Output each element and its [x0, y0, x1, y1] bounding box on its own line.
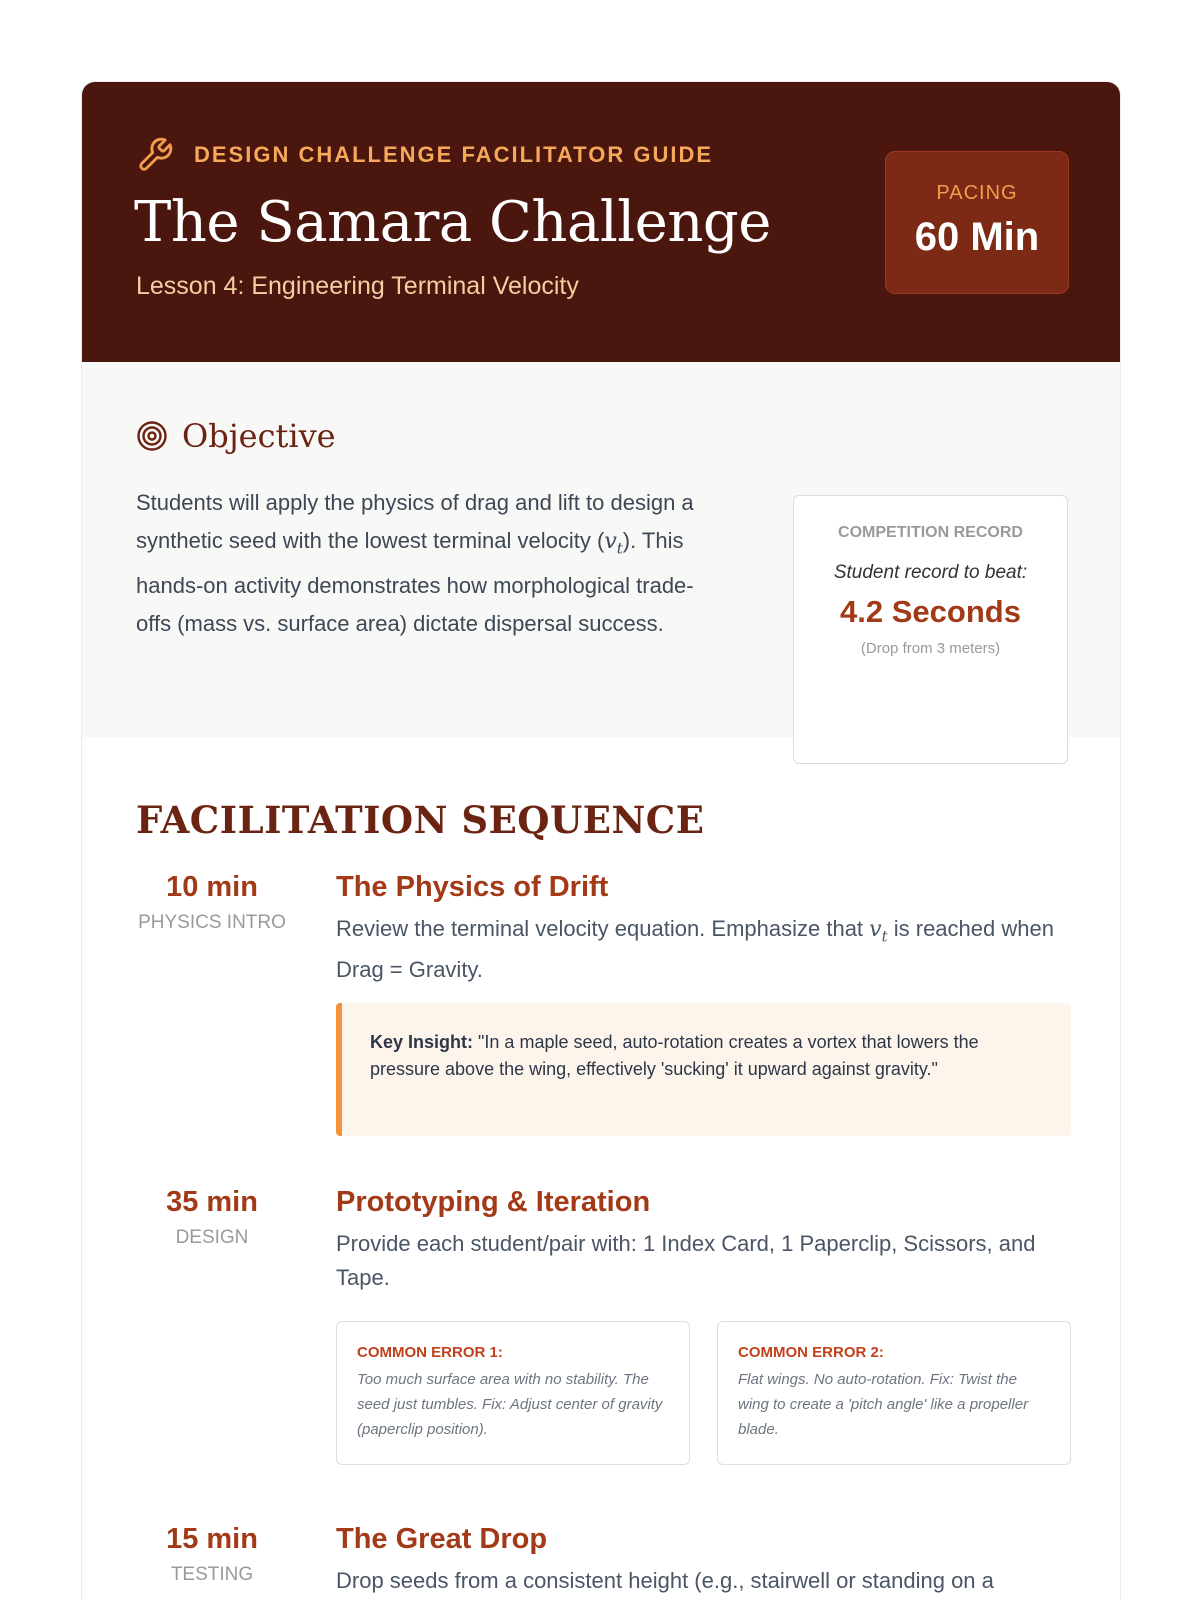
page-subtitle: Lesson 4: Engineering Terminal Velocity: [136, 272, 579, 300]
objective-text-part: ). This hands-on activity demonstrates how morphological trade-offs (mass vs. surface area) dictate dispersal success.: [136, 528, 694, 637]
objective-text: [136, 484, 726, 643]
target-icon: [136, 420, 168, 452]
step-minutes: 15 min: [166, 1523, 258, 1555]
insight-label: Key Insight:: [370, 1032, 474, 1053]
step-time: [122, 1523, 302, 1586]
record-subtitle: Student record to beat:: [833, 562, 1028, 583]
eyebrow-label: DESIGN CHALLENGE FACILITATOR GUIDE: [194, 142, 714, 167]
common-errors: [336, 1321, 1071, 1465]
pacing-label: PACING: [936, 182, 1018, 204]
page-title: The Samara Challenge: [134, 190, 771, 255]
velocity-symbol-sub: t: [616, 539, 623, 558]
pacing-value: 60 Min: [914, 215, 1040, 259]
objective-text-part: Students will apply the physics of drag and lift to design a synthetic seed with the lowest terminal velocity (: [136, 490, 694, 553]
step-phase: PHYSICS INTRO: [138, 912, 286, 933]
step-title: The Physics of Drift: [336, 871, 609, 903]
step-minutes: 35 min: [166, 1186, 258, 1218]
sequence-title: FACILITATION SEQUENCE: [136, 798, 705, 842]
velocity-symbol-base: v: [869, 917, 882, 942]
objective-title: Objective: [182, 417, 336, 455]
guide-card: [81, 81, 1121, 1600]
error-label: COMMON ERROR 1:: [357, 1344, 503, 1361]
record-value: 4.2 Seconds: [840, 594, 1021, 629]
eyebrow: [136, 136, 713, 174]
step-desc-part: Review the terminal velocity equation. Emphasize that: [336, 916, 870, 941]
error-text: Flat wings. No auto-rotation. Fix: Twist the wing to create a 'pitch angle' like a propeller blade.: [738, 1371, 1029, 1438]
record-note: (Drop from 3 meters): [860, 640, 1001, 657]
step-title: Prototyping & Iteration: [336, 1186, 651, 1218]
step-phase: DESIGN: [175, 1227, 249, 1248]
objective-section: [82, 362, 1121, 737]
key-insight-callout: [336, 1003, 1071, 1136]
error-text: Too much surface area with no stability. The seed just tumbles. Fix: Adjust center of gravity (paperclip position).: [357, 1371, 663, 1438]
velocity-symbol: [604, 529, 623, 558]
common-error-card: [336, 1321, 690, 1465]
competition-record-card: [793, 495, 1068, 764]
step-description: [336, 912, 1071, 987]
step-description: Drop seeds from a consistent height (e.g., stairwell or standing on a: [336, 1568, 994, 1593]
step-desc-part: is reached when Drag = Gravity.: [336, 916, 1054, 983]
step-description: Provide each student/pair with: 1 Index Card, 1 Paperclip, Scissors, and Tape.: [336, 1231, 1036, 1290]
step-phase: TESTING: [170, 1564, 254, 1585]
record-label: COMPETITION RECORD: [838, 524, 1023, 541]
error-label: COMMON ERROR 2:: [738, 1344, 884, 1361]
step-title: The Great Drop: [336, 1523, 548, 1555]
common-error-card: [717, 1321, 1071, 1465]
step-time: [122, 871, 302, 934]
insight-text: "In a maple seed, auto-rotation creates a vortex that lowers the pressure above the wing, effectively 'sucking' it upward against gravity.": [370, 1032, 979, 1080]
step-time: [122, 1186, 302, 1249]
velocity-symbol-sub: t: [881, 927, 888, 946]
pacing-badge: [885, 151, 1069, 294]
step-body: [336, 1523, 1071, 1598]
step-minutes: 10 min: [166, 871, 258, 903]
velocity-symbol-base: v: [604, 529, 617, 554]
velocity-symbol: [869, 917, 888, 946]
wrench-icon: [136, 136, 174, 174]
objective-heading: [136, 417, 336, 455]
header-banner: [82, 82, 1121, 362]
step-body: [336, 871, 1071, 1136]
step-body: [336, 1186, 1071, 1465]
